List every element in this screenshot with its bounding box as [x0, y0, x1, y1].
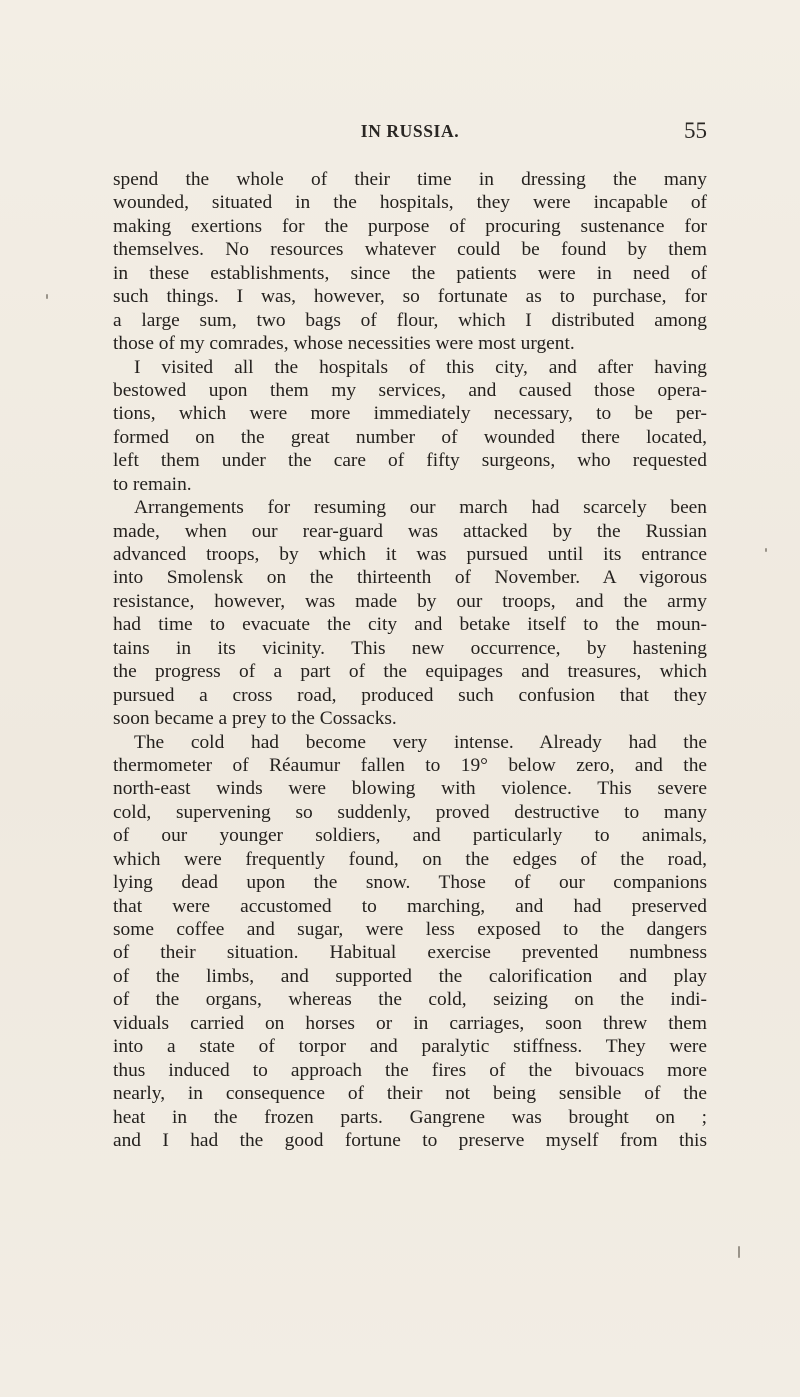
page-number: 55 — [684, 118, 707, 143]
text-line: resistance, however, was made by our troops, and the army — [113, 590, 707, 612]
text-line: of the organs, whereas the cold, seizing on the indi- — [113, 989, 707, 1011]
text-line: into a state of torpor and paralytic stiffness. They were — [113, 1036, 707, 1058]
text-line: of the limbs, and supported the calorification and play — [113, 965, 707, 987]
text-line: of our younger soldiers, and particularly to animals, — [113, 825, 707, 847]
text-line: thus induced to approach the fires of the bivouacs more — [113, 1059, 707, 1081]
text-line: some coffee and sugar, were less exposed to the dangers — [113, 919, 707, 940]
text-line: lying dead upon the snow. Those of our companions — [113, 872, 707, 894]
text-line: of their situation. Habitual exercise prevented numbness — [113, 942, 707, 964]
text-line: nearly, in consequence of their not being sensible of the — [113, 1083, 707, 1105]
text-line: spend the whole of their time in dressing the many — [113, 169, 707, 190]
paper-speck — [765, 548, 767, 552]
text-line: advanced troops, by which it was pursued until its entrance — [113, 544, 707, 565]
text-line: left them under the care of fifty surgeons, who requested — [113, 450, 707, 472]
text-line: in these establishments, since the patients were in need of — [113, 262, 707, 284]
text-line: and I had the good fortune to preserve myself from this — [113, 1129, 707, 1151]
text-line: into Smolensk on the thirteenth of November. A vigorous — [113, 567, 707, 589]
text-line: such things. I was, however, so fortunate as to purchase, for — [113, 286, 707, 308]
text-line: to remain. — [113, 473, 192, 495]
body-text — [113, 168, 707, 1152]
text-line: those of my comrades, whose necessities were most urgent. — [113, 333, 575, 355]
text-line: the progress of a part of the equipages and treasures, which — [113, 661, 707, 683]
text-line: soon became a prey to the Cossacks. — [113, 708, 397, 730]
text-line: tains in its vicinity. This new occurrence, by hastening — [113, 637, 707, 659]
text-line: heat in the frozen parts. Gangrene was brought on ; — [113, 1106, 707, 1128]
text-line: which were frequently found, on the edges of the road, — [113, 848, 707, 870]
text-line: bestowed upon them my services, and caused those opera- — [113, 379, 707, 401]
text-line: wounded, situated in the hospitals, they were incapable of — [113, 192, 707, 214]
text-line: that were accustomed to marching, and had preserved — [113, 895, 707, 917]
paragraph-first-line: I visited all the hospitals of this city, and after having — [134, 356, 707, 378]
text-line: making exertions for the purpose of procuring sustenance for — [113, 215, 707, 237]
text-line: north-east winds were blowing with violence. This severe — [113, 778, 707, 800]
text-line: had time to evacuate the city and betake itself to the moun- — [113, 614, 707, 636]
page-header — [113, 118, 707, 158]
paragraph-first-line: Arrangements for resuming our march had scarcely been — [134, 497, 707, 519]
text-line: viduals carried on horses or in carriages, soon threw them — [113, 1012, 707, 1034]
running-head: IN RUSSIA. — [360, 121, 460, 141]
text-line: themselves. No resources whatever could be found by them — [113, 239, 707, 261]
text-line: a large sum, two bags of flour, which I distributed among — [113, 309, 707, 331]
paper-speck — [738, 1246, 740, 1258]
text-line: cold, supervening so suddenly, proved destructive to many — [113, 801, 707, 823]
text-line: made, when our rear-guard was attacked by the Russian — [113, 520, 707, 542]
text-line: formed on the great number of wounded there located, — [113, 426, 707, 448]
paragraph-first-line: The cold had become very intense. Already had the — [134, 731, 707, 753]
text-line: pursued a cross road, produced such confusion that they — [113, 684, 707, 706]
paper-speck — [46, 294, 48, 299]
text-line: tions, which were more immediately necessary, to be per- — [113, 403, 707, 425]
text-line: thermometer of Réaumur fallen to 19° below zero, and the — [113, 754, 707, 776]
